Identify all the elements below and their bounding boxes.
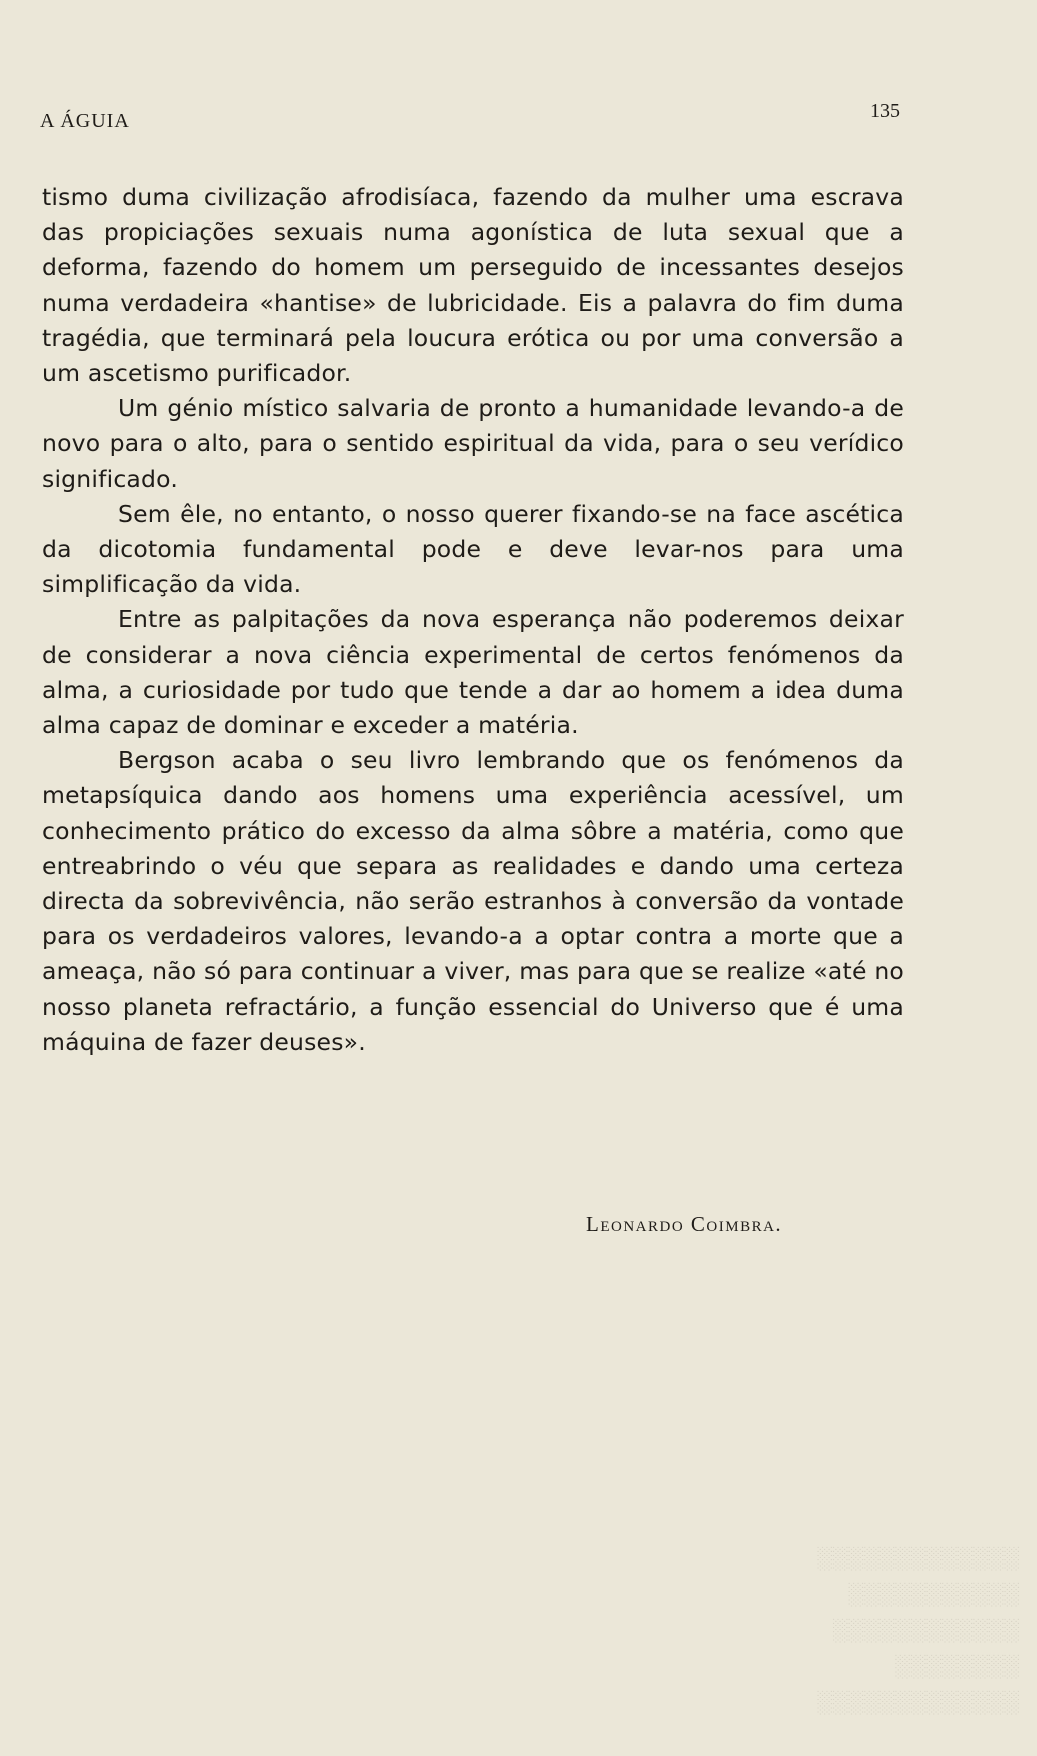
author-signature: Leonardo Coimbra. — [586, 1212, 783, 1236]
paragraph-5: Bergson acaba o seu livro lembrando que os fenómenos da metapsíquica dando aos homens uma experiência acessível, um conhecimento prático do excesso da alma sôbre a matéria, como que entreabrindo o véu que separa as realidades e dando uma certeza directa da sobrevivência, não serão estranhos à conversão da vontade para os verdadeiros valores, levando-a a optar contra a morte que a ameaça, não só para continuar a viver, mas para que se realize «até no nosso planeta refractário, a função essencial do Universo que é uma máquina de fazer deuses». — [42, 746, 904, 1056]
paragraph-3: Sem êle, no entanto, o nosso querer fixando-se na face ascética da dicotomia fundamental pode e deve levar-nos para uma simplificação da vida. — [42, 499, 904, 599]
body-text — [42, 180, 904, 1060]
paragraph-2: Um génio místico salvaria de pronto a humanidade levando-a de novo para o alto, para o sentido espiritual da vida, para o seu verídico significado. — [42, 394, 904, 493]
paragraph-4: Entre as palpitações da nova esperança não poderemos deixar de considerar a nova ciência experimental de certos fenómenos da alma, a curiosidade por tudo que tende a dar ao homem a idea duma alma capaz de dominar e exceder a matéria. — [42, 605, 904, 740]
paragraph-1: tismo duma civilização afrodisíaca, fazendo da mulher uma escrava das propiciações sexuais numa agonística de luta sexual que a deforma, fazendo do homem um perseguido de incessantes desejos numa verdadeira «hantise» de lubricidade. Eis a palavra do fim duma tragédia, que terminará pela loucura erótica ou por uma conversão a um ascetismo purificador. — [42, 183, 904, 388]
running-title: A ÁGUIA — [40, 110, 130, 132]
bleed-through-texture: ░░░░░░░░░░░░░ ░░░░░░░░░░░ ░░░░░░░░░░░░ ░░░░░░░░ ░░░░░░░░░░░░░ — [817, 1545, 1020, 1714]
page-number: 135 — [870, 100, 900, 122]
